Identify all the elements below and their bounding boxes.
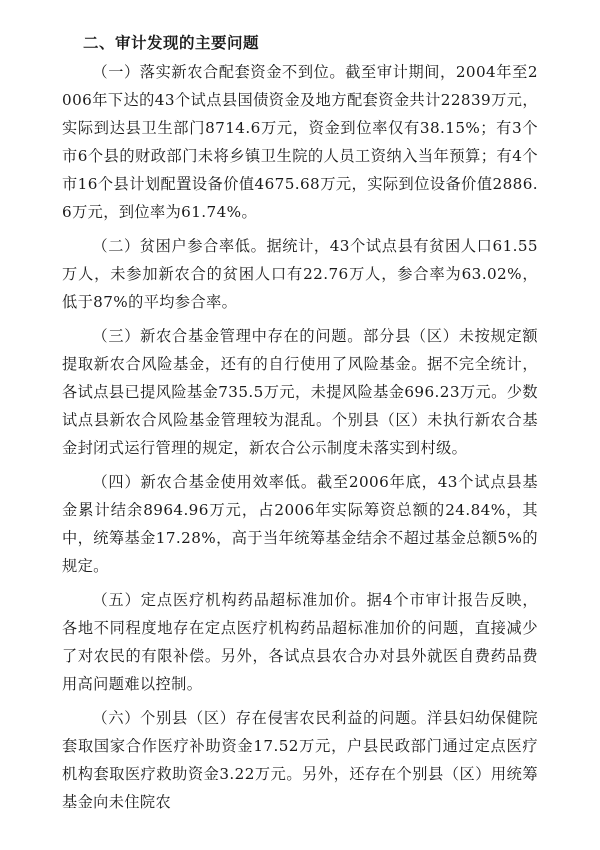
paragraph-funding-shortfall: （一）落实新农合配套资金不到位。截至审计期间，2004年至2006年下达的43个试点县国债资金及地方配套资金共计22839万元，实际到达县卫生部门8714.6万元，资金到位率仅有38.15%；有3个市6个县的财政部门未将乡镇卫生院的人员工资纳入当年预算；有4个市16个县计划配置设备价值4675.68万元，实际到位设备价值2886.6万元，到位率为61.74%。	[62, 63, 538, 221]
paragraph-fund-management: （三）新农合基金管理中存在的问题。部分县（区）未按规定额提取新农合风险基金，还有的自行使用了风险基金。据不完全统计，各试点县已提风险基金735.5万元，未提风险基金696.23万元。少数试点县新农合风险基金管理较为混乱。个别县（区）未执行新农合基金封闭式运行管理的规定，新农合公示制度未落实到村级。	[62, 327, 538, 457]
paragraph-farmer-interests: （六）个别县（区）存在侵害农民利益的问题。洋县妇幼保健院套取国家合作医疗补助资金17.52万元，户县民政部门通过定点医疗机构套取医疗救助资金3.22万元。另外，还存在个别县（区）用统筹基金向未住院农	[62, 709, 538, 811]
section-heading: 二、审计发现的主要问题	[83, 34, 260, 52]
paragraph-fund-efficiency: （四）新农合基金使用效率低。截至2006年底，43个试点县基金累计结余8964.96万元，占2006年实际筹资总额的24.84%，其中，统筹基金17.28%，高于当年统筹基金结余不超过基金总额5%的规定。	[62, 473, 538, 575]
paragraph-drug-markup: （五）定点医疗机构药品超标准加价。据4个市审计报告反映，各地不同程度地存在定点医疗机构药品超标准加价的问题，直接减少了对农民的有限补偿。另外，各试点县农合办对县外就医自费药品费用高问题难以控制。	[62, 591, 538, 693]
paragraph-poor-household-participation: （二）贫困户参合率低。据统计，43个试点县有贫困人口61.55万人，未参加新农合的贫困人口有22.76万人，参合率为63.02%，低于87%的平均参合率。	[62, 237, 538, 311]
